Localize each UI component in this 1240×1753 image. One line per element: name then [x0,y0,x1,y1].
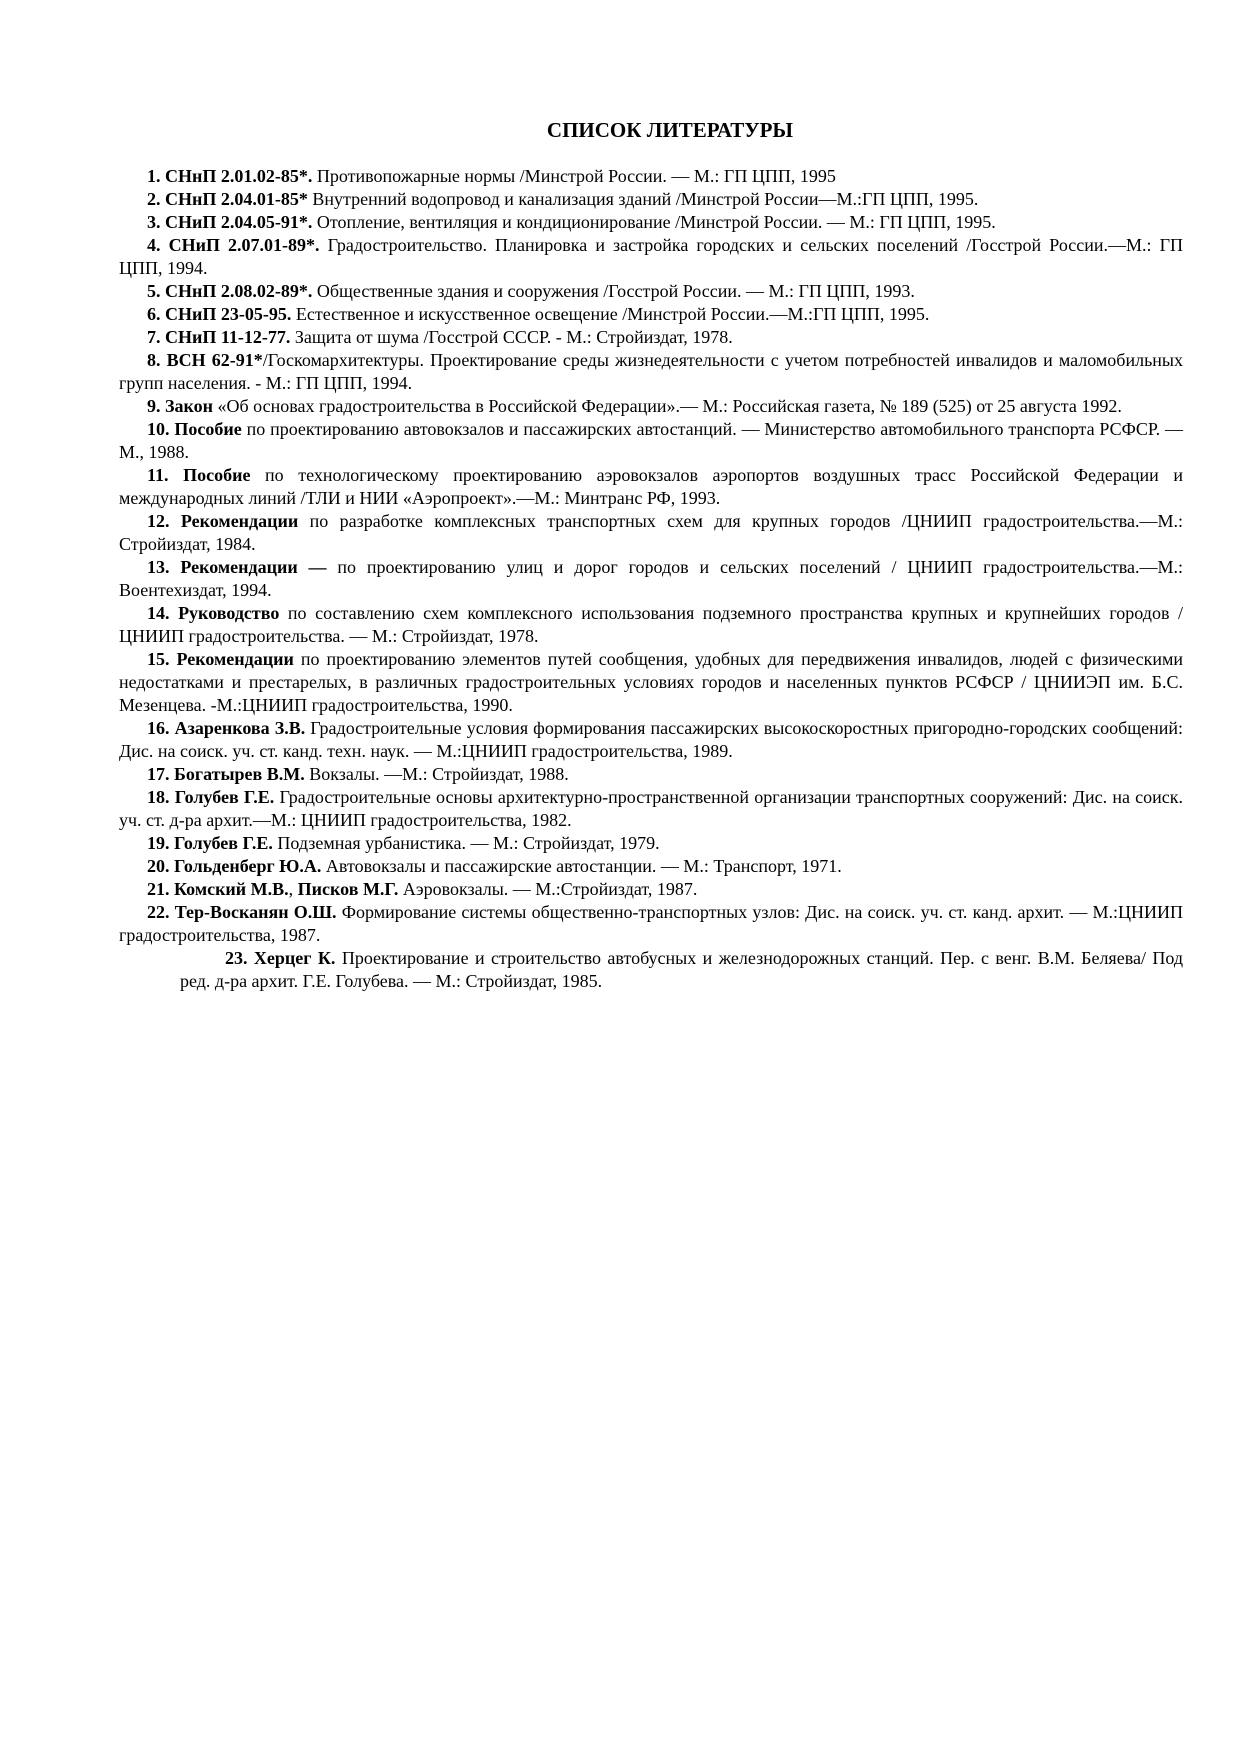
reference-author: СНнП 2.04.01-85* [165,189,308,209]
reference-text: Формирование системы общественно-транспортных узлов: Дис. на соиск. уч. ст. канд. архит. — М.:ЦНИИП градостроительства, 1987. [119,902,1184,945]
reference-number: 3. [147,212,161,232]
reference-text: Подземная урбанистика. — М.: Стройиздат, 1979. [272,833,660,853]
reference-number: 22. [147,902,170,922]
reference-author: Голубев Г.Е. [174,787,275,807]
reference-number: 17. [147,764,170,784]
reference-number: 15. [147,649,170,669]
reference-number: 10. [147,419,170,439]
reference-number: 13. [147,557,170,577]
reference-author: СНиП 23-05-95. [165,304,292,324]
reference-number: 21. [147,879,170,899]
reference-item [119,786,1183,832]
reference-author: Рекомендации [180,511,299,531]
reference-number: 4. [147,235,161,255]
reference-author: Рекомендации — [180,557,327,577]
reference-text: Вокзалы. —М.: Стройиздат, 1988. [304,764,569,784]
reference-item [119,556,1183,602]
reference-text: /Госкомархитектуры. Проектирование среды жизнедеятельности с учетом потребностей инвалидов и маломобильных групп населения. - М.: ГП ЦПП, 1994. [119,350,1184,393]
reference-item [119,395,1183,418]
reference-author: Пособие [174,419,242,439]
reference-author: Закон [165,396,214,416]
reference-author: Богатырев В.М. [174,764,305,784]
reference-author: Тер-Восканян О.Ш. [174,902,337,922]
reference-item [119,326,1183,349]
reference-number: 18. [147,787,170,807]
reference-item [119,188,1183,211]
reference-number: 6. [147,304,161,324]
reference-number: 9. [147,396,161,416]
reference-number: 14. [147,603,170,623]
reference-text: Естественное и искусственное освещение /Минстрой России.—М.:ГП ЦПП, 1995. [291,304,930,324]
reference-author: Рекомендации [176,649,294,669]
reference-number: 1. [147,166,161,186]
reference-author-second: Писков М.Г. [297,879,399,899]
reference-text: Противопожарные нормы /Минстрой России. — М.: ГП ЦПП, 1995 [312,166,836,186]
reference-item [119,464,1183,510]
reference-text: Градостроительные условия формирования пассажирских высокоскоростных пригородно-городских сообщений: Дис. на соиск. уч. ст. канд. техн. наук. — М.:ЦНИИП градостроительства, 1989. [119,718,1183,761]
reference-item [180,947,1183,993]
reference-author: СНиП 2.07.01-89*. [168,235,320,255]
reference-text: Аэровокзалы. — М.:Стройиздат, 1987. [398,879,698,899]
reference-text: по составлению схем комплексного использования подземного пространства крупных и крупнейших городов /ЦНИИП градостроительства. — М.: Стройиздат, 1978. [119,603,1184,646]
reference-text: Градостроительство. Планировка и застройка городских и сельских поселений /Госстрой России.—М.: ГП ЦПП, 1994. [119,235,1184,278]
reference-item [119,602,1183,648]
reference-text: по проектированию элементов путей сообщения, удобных для передвижения инвалидов, людей с физическими недостатками и престарелых, в различных градостроительных условиях городов и населенных пунктов РСФСР / ЦНИИЭП им. Б.С. Мезенцева. -М.:ЦНИИП градостроительства, 1990. [119,649,1184,715]
reference-author: ВСН 62-91* [166,350,263,370]
reference-text: по проектированию улиц и дорог городов и сельских поселений / ЦНИИП градостроительства.—М.: Воентехиздат, 1994. [119,557,1184,600]
reference-item [119,901,1183,947]
reference-author: Комский М.В. [174,879,289,899]
reference-number: 11. [147,465,169,485]
reference-item [119,648,1183,717]
reference-item [119,717,1183,763]
reference-list [119,165,1183,993]
reference-item [119,763,1183,786]
reference-text: по технологическому проектированию аэровокзалов аэропортов воздушных трасс Российской Федерации и международных линий /ТЛИ и НИИ «Аэропроект».—М.: Минтранс РФ, 1993. [119,465,1184,508]
reference-author: СНнП 2.08.02-89*. [165,281,313,301]
reference-item: 21. Комский М.В., Писков М.Г. Аэровокзалы. — М.:Стройиздат, 1987. [147,879,698,899]
reference-author: Азаренкова З.В. [174,718,306,738]
reference-item [119,280,1183,303]
reference-text: по разработке комплексных транспортных схем для крупных городов /ЦНИИП градостроительства.—М.: Стройиздат, 1984. [119,511,1183,554]
reference-author: СНиП 2.04.05-91*. [165,212,313,232]
reference-text: Общественные здания и сооружения /Госстрой России. — М.: ГП ЦПП, 1993. [312,281,915,301]
reference-text: Проектирование и строительство автобусных и железнодорожных станций. Пер. с венг. В.М. Беляева/ Под ред. д-ра архит. Г.Е. Голубева. — М.: Стройиздат, 1985. [180,948,1183,991]
reference-author: Голубев Г.Е. [174,833,273,853]
reference-number: 5. [147,281,161,301]
page-title: СПИСОК ЛИТЕРАТУРЫ [546,118,794,142]
reference-text: по проектированию автовокзалов и пассажирских автостанций. — Министерство автомобильного транспорта РСФСР. — М., 1988. [119,419,1183,462]
reference-item [119,165,1183,188]
reference-item [119,832,1183,855]
reference-author: СНнП 2.01.02-85*. [165,166,313,186]
reference-text: Отопление, вентиляция и кондиционирование /Минстрой России. — М.: ГП ЦПП, 1995. [312,212,996,232]
reference-text: Внутренний водопровод и канализация зданий /Минстрой России—М.:ГП ЦПП, 1995. [307,189,979,209]
reference-item [119,211,1183,234]
reference-number: 7. [147,327,161,347]
reference-text: Автовокзалы и пассажирские автостанции. — М.: Транспорт, 1971. [321,856,842,876]
reference-item [119,234,1183,280]
reference-number: 23. [225,948,248,968]
reference-author: Руководство [178,603,280,623]
reference-number: 12. [147,511,170,531]
reference-author: Херцег К. [253,948,336,968]
reference-item [119,303,1183,326]
reference-text: Градостроительные основы архитектурно-пространственной организации транспортных сооружений: Дис. на соиск. уч. ст. д-ра архит.—М.: ЦНИИП градостроительства, 1982. [119,787,1183,830]
reference-number: 8. [147,350,161,370]
reference-text: Защита от шума /Госстрой СССР. - М.: Стройиздат, 1978. [290,327,733,347]
reference-author: Пособие [183,465,251,485]
reference-number: 2. [147,189,161,209]
reference-number: 16. [147,718,170,738]
reference-item [119,855,1183,878]
reference-text: «Об основах градостроительства в Российской Федерации».— М.: Российская газета, № 189 (525) от 25 августа 1992. [213,396,1122,416]
reference-item [119,510,1183,556]
reference-number: 20. [147,856,170,876]
reference-item [119,349,1183,395]
reference-author: СНиП 11-12-77. [165,327,291,347]
reference-item [119,418,1183,464]
reference-author: Гольденберг Ю.А. [174,856,322,876]
reference-number: 19. [147,833,170,853]
